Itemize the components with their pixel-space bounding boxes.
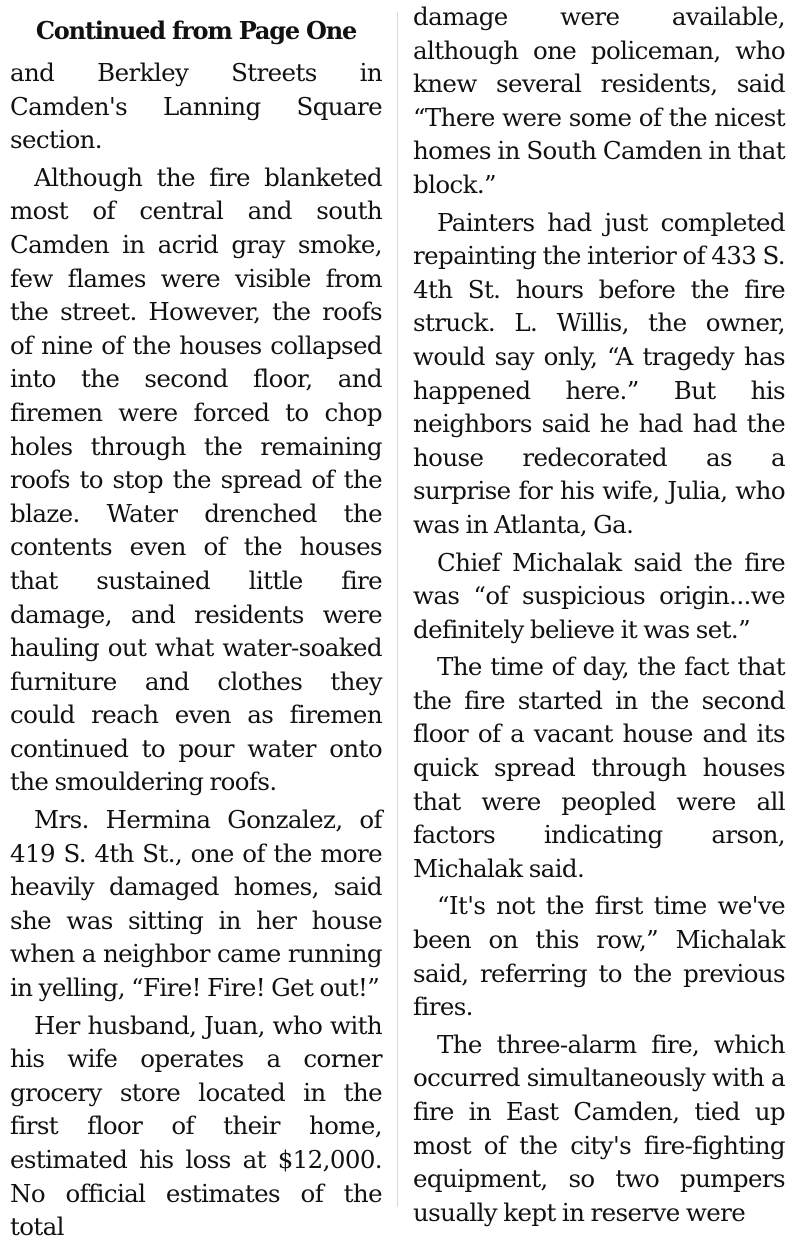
paragraph-continuation: and Berkley Streets in Camden's Lanning Square section. [10,58,382,155]
paragraph-painters: Painters had just completed repainting the interior of 433 S. 4th St. hours before the fire struck. L. Willis, the owner, would say only, “A tragedy has happened here.” But his neighbors said he had had the house redecorated as a surprise for his wife, Julia, who was in Atlanta, Ga. [413,207,785,539]
paragraph-fire-smoke: Although the fire blanketed most of central and south Camden in acrid gray smoke, few flames were visible from the street. However, the roofs of nine of the houses collapsed into the second floor, and firemen were forced to chop holes through the remaining roofs to stop the spread of the blaze. Water drenched the contents even of the houses that sustained little fire damage, and residents were hauling out what water-soaked furniture and clothes they could reach even as firemen continued to pour water onto the smouldering roofs. [10,162,382,797]
paragraph-husband-juan: Her husband, Juan, who with his wife operates a corner grocery store located in the first floor of their home, estimated his loss at $12,000. No official estimates of the total [10,1010,382,1242]
continued-kicker: Continued from Page One [35,16,357,45]
left-column [10,0,382,1242]
paragraph-gonzalez: Mrs. Hermina Gonzalez, of 419 S. 4th St., one of the more heavily damaged homes, said she was sitting in her house when a neighbor came running in yelling, “Fire! Fire! Get out!” [10,805,382,1003]
paragraph-three-alarm: The three-alarm fire, which occurred simultaneously with a fire in East Camden, tied up most of the city's fire-fighting equipment, so two pumpers usually kept in reserve were [413,1029,785,1227]
right-column [413,0,785,1227]
paragraph-damage-estimates: damage were available, although one policeman, who knew several residents, said “There were some of the nicest homes in South Camden in that block.” [413,2,785,199]
paragraph-suspicious-origin: Chief Michalak said the fire was “of suspicious origin...we definitely believe it was set.” [413,547,785,644]
paragraph-previous-fires: “It's not the first time we've been on this row,” Michalak said, referring to the previous fires. [413,891,785,1022]
column-divider [397,12,398,1207]
paragraph-arson-factors: The time of day, the fact that the fire started in the second floor of a vacant house and its quick spread through houses that were peopled were all factors indicating arson, Michalak said. [413,652,785,883]
